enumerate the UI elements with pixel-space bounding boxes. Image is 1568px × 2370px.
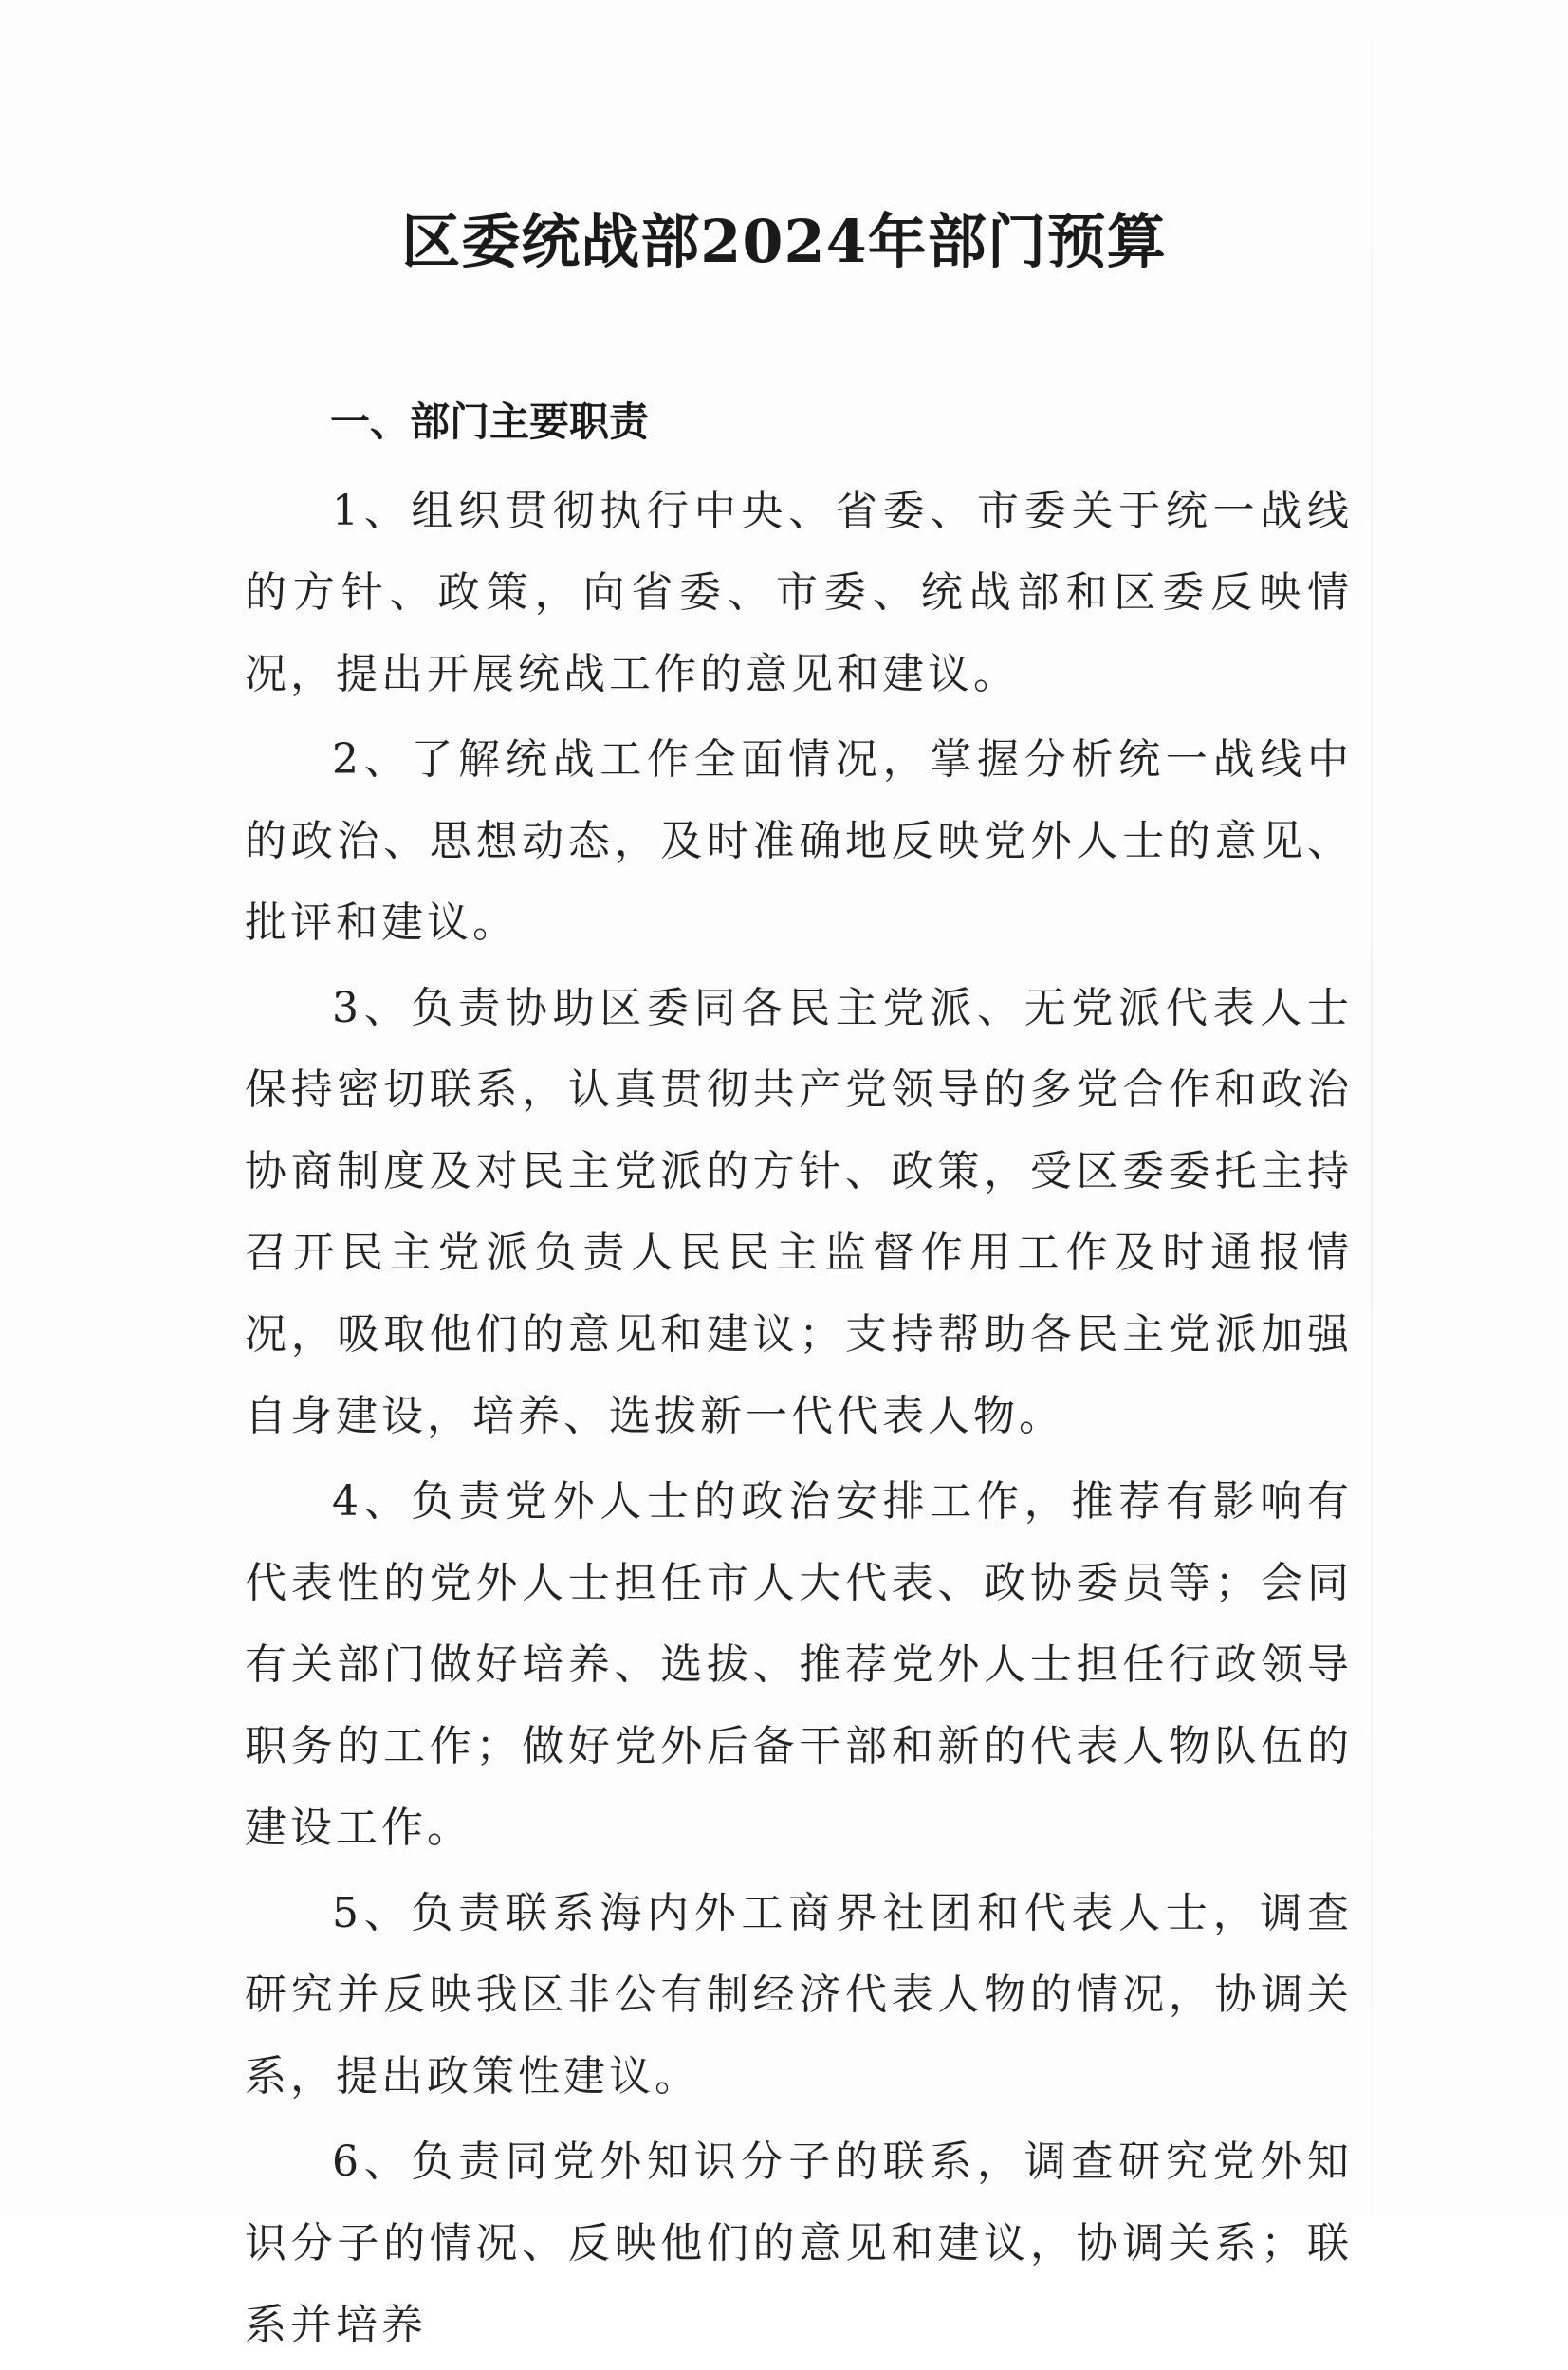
section-heading: 一、部门主要职责 bbox=[330, 398, 650, 445]
scan-edge-shadow bbox=[1371, 38, 1373, 2216]
paragraph-4: 4、负责党外人士的政治安排工作，推荐有影响有代表性的党外人士担任市人大代表、政协委员等；会同有关部门做好培养、选拔、推荐党外人士担任行政领导职务的工作；做好党外后备干部和新的代表人物队伍的建设工作。 bbox=[245, 1477, 1353, 1852]
paragraph-1: 1、组织贯彻执行中央、省委、市委关于统一战线的方针、政策，向省委、市委、统战部和区委反映情况，提出开展统战工作的意见和建议。 bbox=[245, 487, 1353, 698]
paragraph-6: 6、负责同党外知识分子的联系，调查研究党外知识分子的情况、反映他们的意见和建议，协调关系；联系并培养 bbox=[245, 2138, 1353, 2349]
page-title: 区委统战部2024年部门预算 bbox=[401, 207, 1167, 276]
paragraph-5: 5、负责联系海内外工商界社团和代表人士，调查研究并反映我区非公有制经济代表人物的情况，协调关系，提出政策性建议。 bbox=[245, 1889, 1353, 2101]
paragraph-2: 2、了解统战工作全面情况，掌握分析统一战线中的政治、思想动态，及时准确地反映党外人士的意见、批评和建议。 bbox=[245, 735, 1353, 947]
document-body bbox=[245, 389, 1353, 2370]
paragraph-3: 3、负责协助区委同各民主党派、无党派代表人士保持密切联系，认真贯彻共产党领导的多党合作和政治协商制度及对民主党派的方针、政策，受区委委托主持召开民主党派负责人民民主监督作用工作及时通报情况，吸取他们的意见和建议；支持帮助各民主党派加强自身建设，培养、选拔新一代代表人物。 bbox=[245, 984, 1353, 1440]
